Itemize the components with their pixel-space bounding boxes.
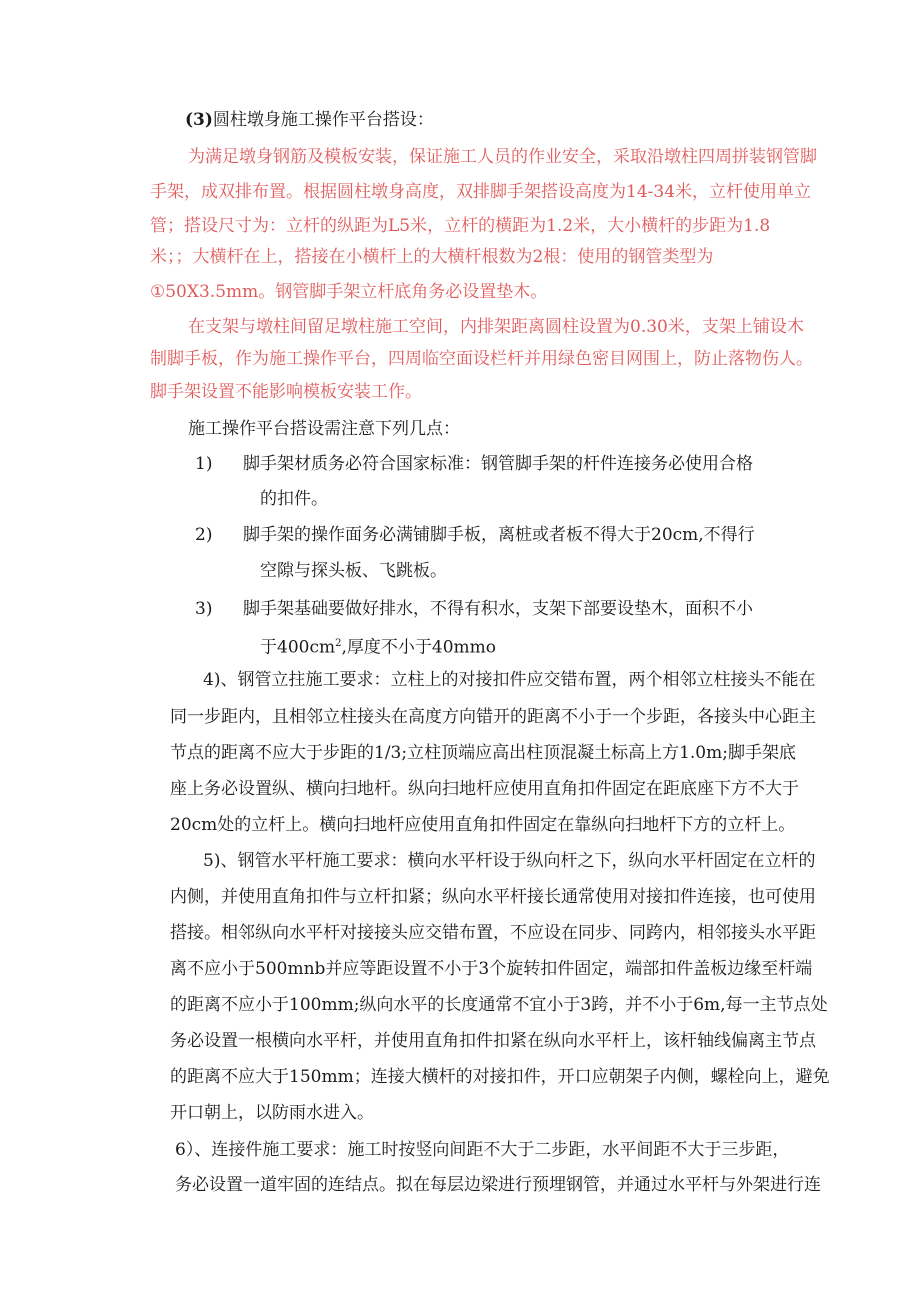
note-number: 2) <box>195 525 213 545</box>
para-4-line: 座上务必设置纵、横向扫地杆。纵向扫地杆应使用直角扣件固定在距底座下方不大于 <box>170 779 799 799</box>
note-number: 1) <box>195 454 213 474</box>
para-5-line: 的距离不应小于100mm;纵向水平的长度通常不宜小于3跨，并不小于6m,每一主节点处 <box>170 995 828 1015</box>
note-text-post: ,厚度不小于40mmo <box>341 637 496 658</box>
para-4-line: 节点的距离不应大于步距的1/3;立柱顶端应高出柱顶混凝土标高上方1.0m;脚手架底 <box>170 743 796 763</box>
red-paragraph-1-line: 为满足墩身钢筋及模板安装，保证施工人员的作业安全，采取沿墩柱四周拼装钢管脚 <box>188 147 817 167</box>
para-4-line: 同一步距内，且相邻立柱接头在高度方向错开的距离不小于一个步距，各接头中心距主 <box>170 707 816 727</box>
para-5-line: 内侧，并使用直角扣件与立杆扣紧；纵向水平杆接长通常使用对接扣件连接，也可使用 <box>170 887 816 907</box>
note-text-cont: 的扣件。 <box>260 489 328 509</box>
para-5-line: 离不应小于500mnb并应等距设置不小于3个旋转扣件固定，端部扣件盖板边缘至杆端 <box>170 959 813 979</box>
section-heading <box>185 108 434 132</box>
note-text-cont <box>260 632 496 660</box>
para-5-line: 的距离不应大于150mm；连接大横杆的对接扣件，开口应朝架子内侧，螺栓向上，避免 <box>170 1067 830 1087</box>
notes-intro: 施工操作平台搭设需注意下列几点： <box>188 419 460 439</box>
note-text: 脚手架的操作面务必满铺脚手板，离桩或者板不得大于20cm,不得行 <box>243 525 755 545</box>
para-5-line: 开口朝上，以防雨水进入。 <box>170 1103 374 1123</box>
section-title: 圆柱墩身施工操作平台搭设： <box>212 110 434 130</box>
note-text: 脚手架基础要做好排水，不得有积水，支架下部要设垫木，面积不小 <box>243 599 753 619</box>
note-text: 脚手架材质务必符合国家标准：钢管脚手架的杆件连接务必使用合格 <box>243 454 753 474</box>
red-paragraph-1-line: 手架，成双排布置。根据圆柱墩身高度，双排脚手架搭设高度为14-34米，立杆使用单立 <box>150 182 812 202</box>
section-number: (3) <box>185 110 213 130</box>
note-superscript: 2 <box>335 638 342 649</box>
red-paragraph-1-line: 管；搭设尺寸为：立杆的纵距为L5米，立杆的横距为1.2米，大小横杆的步距为1.8 <box>150 216 771 236</box>
para-5-line: 5)、钢管水平杆施工要求：横向水平杆设于纵向杆之下，纵向水平杆固定在立杆的 <box>203 851 816 871</box>
para-5-line: 搭接。相邻纵向水平杆对接接头应交错布置，不应设在同步、同跨内，相邻接头水平距 <box>170 923 816 943</box>
note-text-cont: 空隙与探头板、飞跳板。 <box>260 561 447 581</box>
para-6-line: 6）、连接件施工要求：施工时按竖向间距不大于二步距，水平间距不大于三步距， <box>175 1140 790 1160</box>
red-paragraph-1-line: 米；；大横杆在上，搭接在小横杆上的大横杆根数为2根：使用的钢管类型为 <box>150 247 714 267</box>
red-paragraph-2-line: 在支架与墩柱间留足墩柱施工空间，内排架距离圆柱设置为0.30米，支架上铺设木 <box>188 317 804 337</box>
red-paragraph-2-line: 脚手架设置不能影响模板安装工作。 <box>150 382 422 402</box>
red-paragraph-1-line: ①50X3.5mm。钢管脚手架立杆底角务必设置垫木。 <box>150 282 548 302</box>
para-6-line: 务必设置一道牢固的连结点。拟在每层边梁进行预埋钢管，并通过水平杆与外架进行连 <box>175 1175 821 1195</box>
para-4-line: 4)、钢管立拄施工要求：立柱上的对接扣件应交错布置，两个相邻立柱接头不能在 <box>203 670 816 690</box>
note-number: 3) <box>195 599 213 619</box>
para-4-line: 20cm处的立杆上。横向扫地杆应使用直角扣件固定在靠纵向扫地杆下方的立杆上。 <box>170 815 796 835</box>
para-5-line: 务必设置一根横向水平杆，并使用直角扣件扣紧在纵向水平杆上，该杆轴线偏离主节点 <box>170 1031 816 1051</box>
note-text-pre: 于400cm <box>260 637 336 658</box>
red-paragraph-2-line: 制脚手板，作为施工操作平台，四周临空面设栏杆并用绿色密目网围上，防止落物伤人。 <box>150 349 813 369</box>
